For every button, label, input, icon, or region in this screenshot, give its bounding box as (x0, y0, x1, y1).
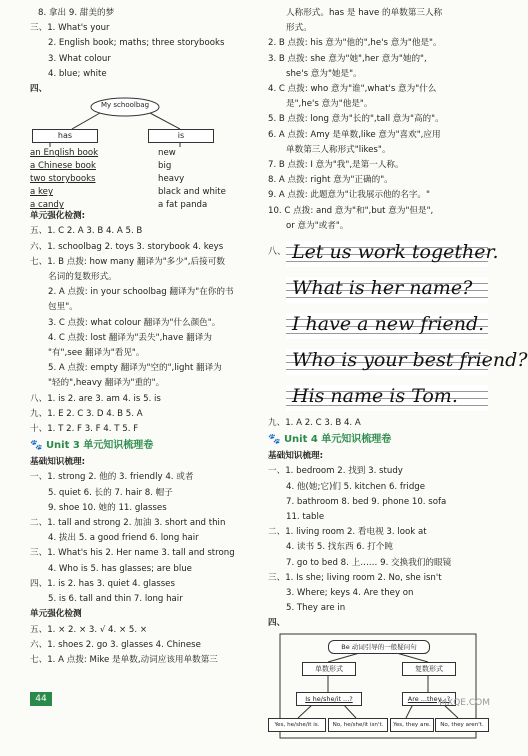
unit4-title (268, 431, 488, 449)
schoolbag-diagram (30, 97, 255, 209)
text-line: 8. 拿出 9. 甜美的梦 (38, 8, 115, 18)
text-line: 6. A 点拨: Amy 是单数,like 意为"喜欢",应用 (268, 129, 441, 140)
text-line: 二、1. tall and strong 2. 加油 3. short and thin (30, 518, 226, 529)
diagram-has-list (30, 147, 98, 212)
text-line: 8. A 点拨: right 意为"正确的"。 (268, 175, 393, 186)
text-line: 7. bathroom 8. bed 9. phone 10. sofa (286, 496, 447, 507)
paw-icon: 🐾 (30, 440, 43, 452)
text-line: 7. go to bed 8. 上…… 9. 交换我们的眼镜 (286, 557, 452, 568)
text-line: 2. English book; maths; three storybooks (48, 38, 225, 49)
unit3-title (30, 437, 255, 455)
handwritten-sentence: I have a new friend. (292, 313, 485, 336)
text-line: "轻的",heavy 翻译为"重的"。 (48, 378, 165, 389)
tree-answer: Yes, they are. (390, 718, 434, 732)
text-line: 11. table (286, 512, 325, 523)
text-line: 一、1. bedroom 2. 找到 3. study (268, 466, 403, 477)
text-line: 包里"。 (48, 302, 78, 313)
text-line: 三、1. What's your (30, 23, 110, 34)
tree-answer: Yes, he/she/it is. (268, 718, 326, 732)
text-line: 4. 拔出 5. a good friend 6. long hair (48, 533, 199, 544)
list-item: a key (30, 187, 54, 198)
text-line: 八、1. is 2. are 3. am 4. is 5. is (30, 393, 161, 404)
text-line: 5. A 点拨: empty 翻译为"空的",light 翻译为 (48, 363, 222, 374)
text-line: 5. quiet 6. 长的 7. hair 8. 帽子 (48, 487, 173, 498)
page-number: 44 (30, 692, 52, 706)
tree-plural: 复数形式 (402, 662, 456, 676)
text-line: she's 意为"她是"。 (286, 68, 362, 79)
tree-question-singular: Is he/she/it ...? (296, 692, 362, 706)
text-line: 5. is 6. tall and thin 7. long hair (48, 594, 183, 605)
list-item: an English book (30, 148, 99, 159)
text-line: 三、1. What's his 2. Her name 3. tall and strong (30, 548, 235, 559)
text-line: 九、1. A 2. C 3. B 4. A (268, 418, 361, 429)
diagram-root: My schoolbag (100, 101, 150, 110)
handwriting-row (268, 236, 499, 270)
text-line: 2. A 点拨: in your schoolbag 翻译为"在你的书 (48, 287, 234, 298)
text-line: 三、1. Is she; living room 2. No, she isn't (268, 572, 442, 583)
text-line: 四、 (30, 84, 48, 95)
paw-icon: 🐾 (268, 434, 281, 446)
text-line: 七、1. A 点拨: Mike 是单数,动词应该用单数第三 (30, 654, 218, 665)
text-line: 二、1. living room 2. 看电视 3. look at (268, 527, 427, 538)
section-heading: 基础知识梳理: (30, 457, 85, 468)
text-line: 人称形式。has 是 have 的单数第三人称 (286, 8, 443, 18)
text-line: 4. 他(她;它)们 5. kitchen 6. fridge (286, 481, 426, 492)
list-item: black and white (158, 187, 226, 198)
text-line: 六、1. schoolbag 2. toys 3. storybook 4. keys (30, 241, 224, 252)
tree-singular: 单数形式 (302, 662, 356, 676)
tree-root: Be 动词引导的一般疑问句 (328, 640, 430, 654)
tree-answer: No, he/she/it isn't. (328, 718, 388, 732)
watermark: MXQE.COM (439, 698, 490, 708)
diagram-has-box (32, 129, 98, 143)
unit4-title-text: Unit 4 单元知识梳理卷 (283, 434, 392, 446)
text-line: 4. Who is 5. has glasses; are blue (48, 563, 192, 574)
list-item: heavy (158, 174, 185, 185)
handwriting-row (268, 344, 528, 378)
text-line: 4. blue; white (48, 68, 107, 79)
text-line: 六、1. shoes 2. go 3. glasses 4. Chinese (30, 639, 201, 650)
diagram-is-box (148, 129, 214, 143)
text-line: 2. B 点拨: his 意为"他的",he's 意为"他是"。 (268, 38, 442, 49)
text-line: 四、1. is 2. has 3. quiet 4. glasses (30, 578, 175, 589)
diagram-is-label: is (177, 131, 185, 141)
section-heading: 单元强化检测: (30, 211, 85, 222)
text-line: 形式。 (286, 23, 312, 34)
text-line: 七、1. B 点拨: how many 翻译为"多少",后接可数 (30, 256, 225, 267)
tree-answer: No, they aren't. (435, 718, 489, 732)
tree-question-plural: Are ...they...? (402, 692, 456, 706)
unit3-title-text: Unit 3 单元知识梳理卷 (45, 440, 154, 452)
handwriting-label: 八、 (268, 247, 287, 258)
text-line: 十、1. T 2. F 3. F 4. T 5. F (30, 424, 139, 435)
text-line: 9. A 点拨: 此题意为"让我展示他的名字。" (268, 190, 430, 201)
text-line: 3. C 点拨: what colour 翻译为"什么颜色"。 (48, 317, 221, 328)
text-line: 5. They are in (286, 603, 346, 614)
text-line: 5. B 点拨: long 意为"长的",tall 意为"高的"。 (268, 114, 444, 125)
diagram-has-label: has (57, 131, 73, 141)
handwritten-sentence: Who is your best friend? (292, 349, 528, 372)
text-line: 3. What colour (48, 53, 111, 64)
handwriting-row (268, 308, 488, 342)
handwriting-row (268, 272, 488, 306)
text-line: 四、 (268, 618, 286, 629)
be-question-tree (268, 632, 488, 756)
text-line: 一、1. strong 2. 他的 3. friendly 4. 或者 (30, 472, 194, 483)
text-line: 7. B 点拨: I 意为"我",是第一人称。 (268, 160, 404, 171)
text-line: 九、1. E 2. C 3. D 4. B 5. A (30, 408, 143, 419)
list-item: a Chinese book (30, 161, 97, 172)
list-item: new (158, 148, 176, 159)
text-line: 3. Where; keys 4. Are they on (286, 588, 414, 599)
text-line: 9. shoe 10. 她的 11. glasses (48, 502, 167, 513)
text-line: 4. C 点拨: lost 翻译为"丢失",have 翻译为 (48, 332, 212, 343)
text-line: 五、1. × 2. × 3. √ 4. × 5. × (30, 624, 148, 635)
text-line: 4. C 点拨: who 意为"谁",what's 意为"什么 (268, 84, 437, 95)
handwritten-sentence: What is her name? (292, 277, 473, 300)
text-line: 单数第三人称形式"likes"。 (286, 144, 391, 155)
right-column (268, 6, 528, 756)
list-item: big (158, 161, 172, 172)
list-item: a fat panda (158, 200, 208, 211)
text-line: 五、1. C 2. A 3. B 4. A 5. B (30, 226, 143, 237)
diagram-is-list (158, 147, 226, 212)
text-line: "有",see 翻译为"看见"。 (48, 348, 145, 359)
text-line: 4. 读书 5. 找东西 6. 打个盹 (286, 542, 394, 553)
text-line: 名词的复数形式。 (48, 272, 117, 283)
section-heading: 单元强化检测 (30, 609, 82, 620)
list-item: two storybooks (30, 174, 96, 185)
handwriting-row (268, 380, 488, 414)
text-line: or 意为"或者"。 (286, 220, 349, 231)
text-line: 3. B 点拨: she 意为"她",her 意为"她的", (268, 53, 427, 64)
handwritten-sentence: His name is Tom. (292, 385, 458, 408)
section-heading: 基础知识梳理: (268, 451, 323, 462)
handwritten-sentence: Let us work together. (292, 241, 499, 264)
left-column (30, 6, 255, 668)
text-line: 10. C 点拨: and 意为"和",but 意为"但是", (268, 205, 434, 216)
list-item: a candy (30, 200, 64, 211)
text-line: 是",he's 意为"他是"。 (286, 99, 373, 110)
